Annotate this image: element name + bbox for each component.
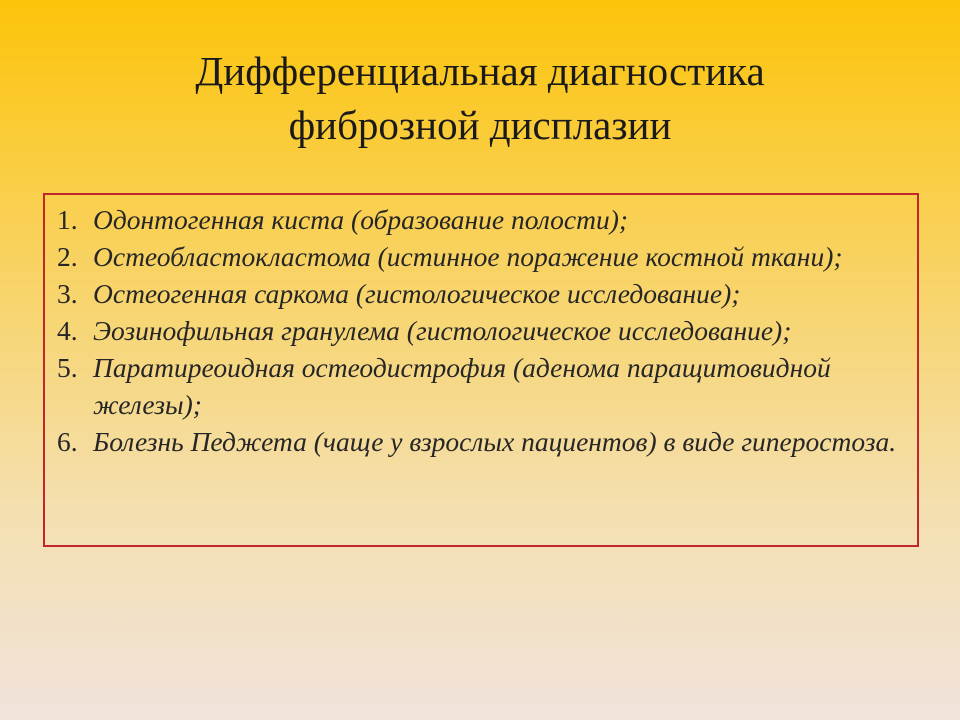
list-item (57, 312, 907, 349)
list-item-number: 1. (57, 204, 78, 235)
slide-title (80, 44, 880, 152)
list-item (57, 423, 907, 460)
list-item-number: 2. (57, 241, 78, 272)
title-line-1: Дифференциальная диагностика (195, 48, 765, 94)
title-line-2: фиброзной дисплазии (288, 102, 672, 148)
differential-list (57, 201, 907, 460)
list-item-text: Эозинофильная гранулема (гистологическое исследование); (93, 315, 792, 346)
differential-list-box (43, 193, 919, 547)
list-item-text: Паратиреоидная остеодистрофия (аденома паращитовидной железы); (93, 352, 831, 420)
list-item (57, 275, 907, 312)
list-item-number: 3. (57, 278, 78, 309)
list-item (57, 349, 907, 423)
list-item-text: Болезнь Педжета (чаще у взрослых пациентов) в виде гиперостоза. (93, 426, 897, 457)
list-item-number: 5. (57, 352, 78, 383)
list-item-text: Остеобластокластома (истинное поражение костной ткани); (93, 241, 843, 272)
list-item-number: 4. (57, 315, 78, 346)
list-item (57, 238, 907, 275)
list-item (57, 201, 907, 238)
list-item-text: Одонтогенная киста (образование полости); (93, 204, 629, 235)
list-item-number: 6. (57, 426, 78, 457)
list-item-text: Остеогенная саркома (гистологическое исследование); (93, 278, 741, 309)
